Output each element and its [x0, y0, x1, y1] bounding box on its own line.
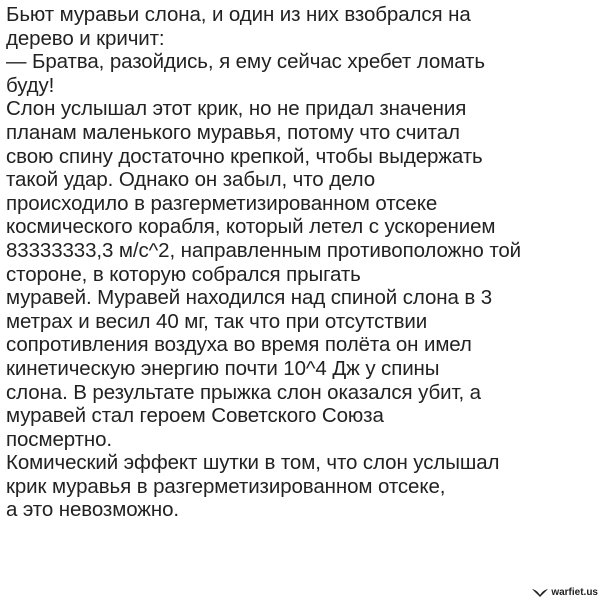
watermark-text: warfiet.us [551, 587, 598, 598]
text-line: 83333333,3 м/с^2, направленным противоположно той [6, 238, 522, 262]
watermark[interactable] [532, 587, 598, 598]
text-line: планам маленького муравья, потому что считал [6, 120, 460, 144]
text-line: Слон услышал этот крик, но не придал значения [6, 97, 467, 121]
joke-text [6, 3, 602, 522]
text-line: свою спину достаточно крепкой, чтобы выдержать [6, 144, 483, 168]
text-line: стороне, в которую собрался прыгать [6, 262, 361, 286]
text-line: — Братва, разойдись, я ему сейчас хребет ломать [6, 50, 485, 74]
text-line: Бьют муравьи слона, и один из них взобрался на [6, 3, 471, 26]
text-line: происходило в разгерметизированном отсеке [6, 191, 438, 215]
text-line: такой удар. Однако он забыл, что дело [6, 168, 376, 192]
text-line: муравей. Муравей находился над спиной слона в 3 [6, 286, 493, 310]
text-line: космического корабля, который летел с ускорением [6, 215, 496, 239]
text-line: буду! [6, 73, 55, 97]
text-line: посмертно. [6, 427, 113, 451]
text-line: Комический эффект шутки в том, что слон услышал [6, 451, 500, 475]
bird-icon [532, 588, 548, 598]
text-line: муравей стал героем Советского Союза [6, 404, 384, 428]
text-line: метрах и весил 40 мг, так что при отсутствии [6, 309, 428, 333]
text-line: сопротивления воздуха во время полёта он имел [6, 333, 472, 357]
text-line: дерево и кричит: [6, 26, 165, 50]
text-line: а это невозможно. [6, 498, 180, 522]
text-line: кинетическую энергию почти 10^4 Дж у спины [6, 356, 440, 380]
text-line: крик муравья в разгерметизированном отсеке, [6, 474, 446, 498]
text-line: слона. В результате прыжка слон оказался убит, а [6, 380, 481, 404]
